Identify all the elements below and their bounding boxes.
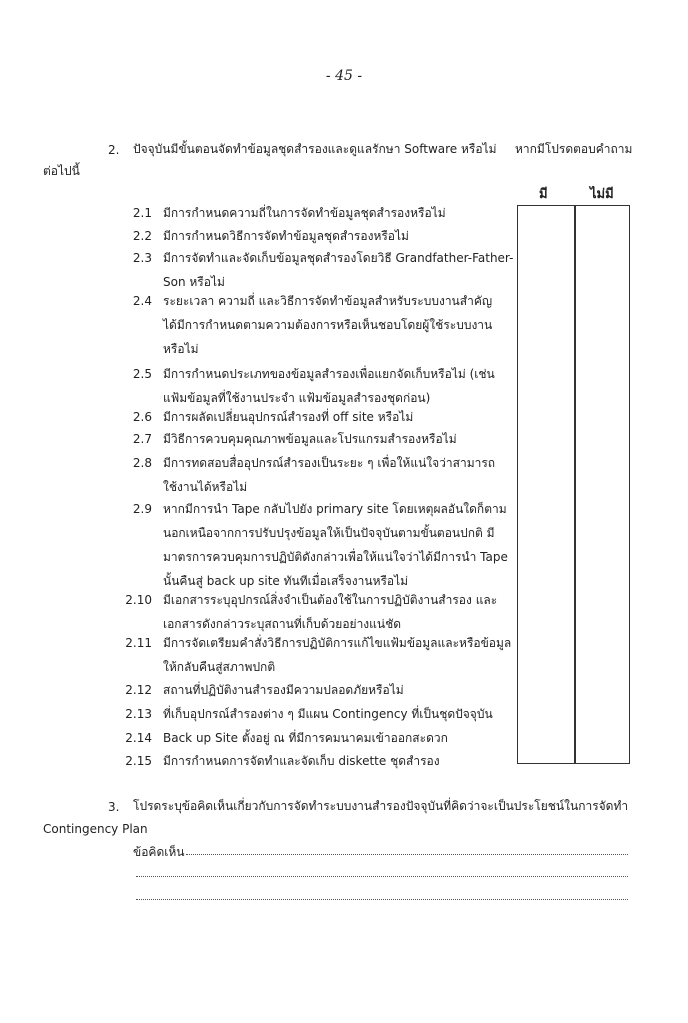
item-number: 2.13 <box>125 707 152 721</box>
item-text: มีการกำหนดวิธีการจัดทำข้อมูลชุดสำรองหรือไม่ <box>163 229 409 243</box>
item-text: มีการกำหนดความถี่ในการจัดทำข้อมูลชุดสำรองหรือไม่ <box>163 206 446 220</box>
question-2-text-right: หากมีโปรดตอบคำถาม <box>515 142 633 156</box>
question-3-text: โปรดระบุข้อคิดเห็นเกี่ยวกับการจัดทำระบบงานสำรองปัจจุบันที่คิดว่าจะเป็นประโยชน์ในการจัดทำ <box>133 799 629 813</box>
question-3-number: 3. <box>108 800 120 814</box>
item-text: ใช้งานได้หรือไม่ <box>163 480 248 494</box>
item-text: มีการจัดเตรียมคำสั่งวิธีการปฏิบัติการแก้ไขแฟ้มข้อมูลและหรือข้อมูล <box>163 636 512 650</box>
item-number: 2.7 <box>132 432 152 446</box>
item-number: 2.2 <box>132 229 152 243</box>
comment-line-2[interactable] <box>136 876 628 877</box>
item-text: นอกเหนือจากการปรับปรุงข้อมูลให้เป็นปัจจุบันตามขั้นตอนปกติ มี <box>163 526 495 540</box>
item-text: ให้กลับคืนสู่สภาพปกติ <box>163 660 276 674</box>
question-2-number: 2. <box>108 143 120 157</box>
item-number: 2.5 <box>132 367 152 381</box>
item-text: เอกสารดังกล่าวระบุสถานที่เก็บด้วยอย่างแน่ชัด <box>163 617 402 631</box>
item-text: ระยะเวลา ความถี่ และวิธีการจัดทำข้อมูลสำหรับระบบงานสำคัญ <box>163 294 493 308</box>
item-text: ได้มีการกำหนดตามความต้องการหรือเห็นชอบโดยผู้ใช้ระบบงาน <box>163 318 493 332</box>
item-number: 2.6 <box>132 410 152 424</box>
item-text: มีการทดสอบสื่ออุปกรณ์สำรองเป็นระยะ ๆ เพื่อให้แน่ใจว่าสามารถ <box>163 456 496 470</box>
item-text: มีการกำหนดประเภทของข้อมูลสำรองเพื่อแยกจัดเก็บหรือไม่ (เช่น <box>163 367 495 381</box>
comment-line-3[interactable] <box>136 899 628 900</box>
item-number: 2.14 <box>125 731 152 745</box>
item-number: 2.9 <box>132 502 152 516</box>
answer-column-divider <box>574 206 576 763</box>
item-text: สถานที่ปฏิบัติงานสำรองมีความปลอดภัยหรือไม่ <box>163 683 404 697</box>
question-2-text-continued: ต่อไปนี้ <box>43 164 80 178</box>
item-number: 2.10 <box>125 593 152 607</box>
item-text: ที่เก็บอุปกรณ์สำรองต่าง ๆ มีแผน Contingency ที่เป็นชุดปัจจุบัน <box>163 707 493 721</box>
item-text: หรือไม่ <box>163 342 199 356</box>
page-number: - 45 - <box>325 68 363 84</box>
item-text: มีการกำหนดการจัดทำและจัดเก็บ diskette ชุดสำรอง <box>163 754 440 768</box>
question-3-text-continued: Contingency Plan <box>43 822 148 836</box>
item-number: 2.12 <box>125 683 152 697</box>
item-text: มีการผลัดเปลี่ยนอุปกรณ์สำรองที่ off site หรือไม่ <box>163 410 414 424</box>
item-text: มาตรการควบคุมการปฏิบัติดังกล่าวเพื่อให้แน่ใจว่าได้มีการนำ Tape <box>163 550 508 564</box>
comment-line-1[interactable] <box>186 854 628 855</box>
item-number: 2.15 <box>125 754 152 768</box>
comment-label: ข้อคิดเห็น <box>133 845 185 859</box>
item-text: Back up Site ตั้งอยู่ ณ ที่มีการคมนาคมเข้าออกสะดวก <box>163 731 448 745</box>
item-text: Son หรือไม่ <box>163 275 225 289</box>
column-header-yes: มี <box>539 187 548 202</box>
item-text: มีการจัดทำและจัดเก็บข้อมูลชุดสำรองโดยวิธี Grandfather-Father- <box>163 251 514 265</box>
item-text: หากมีการนำ Tape กลับไปยัง primary site โดยเหตุผลอันใดก็ตาม <box>163 502 507 516</box>
column-header-no: ไม่มี <box>590 187 614 202</box>
item-number: 2.8 <box>132 456 152 470</box>
item-number: 2.1 <box>132 206 152 220</box>
answer-table <box>517 205 630 764</box>
item-text: มีเอกสารระบุอุปกรณ์สิ่งจำเป็นต้องใช้ในการปฏิบัติงานสำรอง และ <box>163 593 498 607</box>
item-text: มีวิธีการควบคุมคุณภาพข้อมูลและโปรแกรมสำรองหรือไม่ <box>163 432 457 446</box>
item-text: แฟ้มข้อมูลที่ใช้งานประจำ แฟ้มข้อมูลสำรองชุดก่อน) <box>163 391 431 405</box>
item-number: 2.11 <box>125 636 152 650</box>
question-2-text: ปัจจุบันมีขั้นตอนจัดทำข้อมูลชุดสำรองและดูแลรักษา Software หรือไม่ <box>133 142 497 156</box>
item-text: นั้นคืนสู่ back up site ทันทีเมื่อเสร็จงานหรือไม่ <box>163 574 409 588</box>
item-number: 2.3 <box>132 251 152 265</box>
item-number: 2.4 <box>132 294 152 308</box>
